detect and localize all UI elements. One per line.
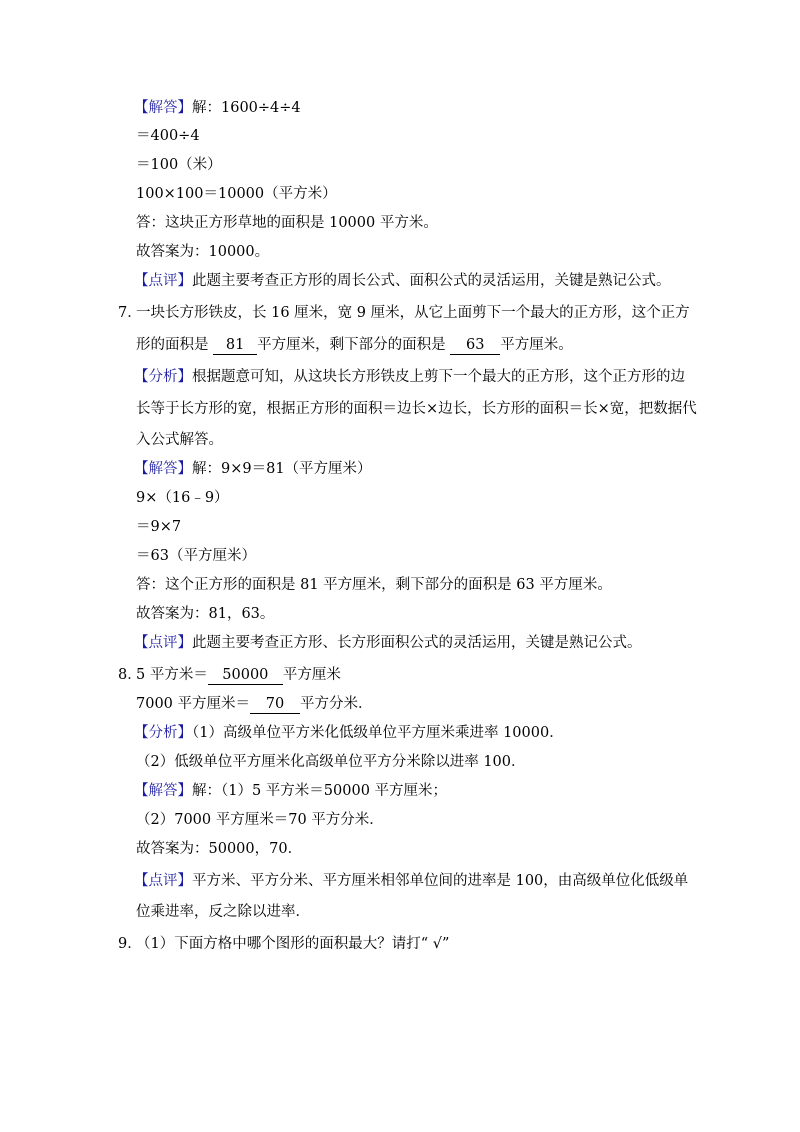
q9-number: 9． [118,936,142,952]
review-tag: 【点评】 [134,635,192,651]
q8-answer-line-2: （2）7000 平方厘米＝70 平方分米． [136,812,384,828]
q8-blank-1: 50000 [208,666,283,685]
q8-analysis-line-2: （2）低级单位平方厘米化高级单位平方分米除以进率 100． [136,754,526,770]
q6-answer-line-4: 100×100＝10000（平方米） [136,186,337,202]
q7-stem-line-2: 形的面积是 81 平方厘米，剩下部分的面积是 63 平方厘米。 [136,337,573,353]
q6-review: 【点评】此题主要考查正方形的周长公式、面积公式的灵活运用，关键是熟记公式。 [134,273,671,289]
q8-analysis-line-1: 【分析】（1）高级单位平方米化低级单位平方厘米乘进率 10000． [134,725,564,741]
q7-stem-line-1: 一块长方形铁皮，长 16 厘米，宽 9 厘米，从它上面剪下一个最大的正方形，这个正方 [136,305,690,321]
q8-blank-2: 70 [250,695,300,714]
q7-answer-line-2: 9×（16﹣9） [136,490,229,506]
q8-review-line-2: 位乘进率，反之除以进率． [136,904,310,920]
q6-final-answer: 故答案为：10000。 [136,244,270,260]
review-tag: 【点评】 [134,273,192,289]
q7-review: 【点评】此题主要考查正方形、长方形面积公式的灵活运用，关键是熟记公式。 [134,635,642,651]
review-tag: 【点评】 [134,873,192,889]
q7-answer-line-4: ＝63（平方厘米） [136,548,256,564]
q7-analysis-line-1: 【分析】根据题意可知，从这块长方形铁皮上剪下一个最大的正方形，这个正方形的边 [134,369,685,385]
q7-analysis-line-3: 入公式解答。 [136,432,223,448]
analysis-tag: 【分析】 [134,369,192,385]
answer-tag: 【解答】 [134,100,192,116]
q6-answer-line-1: 【解答】解：1600÷4÷4 [134,100,301,116]
q8-stem-line-2: 7000 平方厘米＝ 70 平方分米． [136,696,373,712]
q8-final-answer: 故答案为：50000，70． [136,841,303,857]
q6-answer-statement: 答：这块正方形草地的面积是 10000 平方米。 [136,215,438,231]
answer-tag: 【解答】 [134,783,192,799]
q8-number: 8． [118,667,142,683]
q9-stem: （1）下面方格中哪个图形的面积最大？请打“ √” [136,936,450,952]
q7-answer-line-3: ＝9×7 [136,519,182,535]
q7-analysis-line-2: 长等于长方形的宽，根据正方形的面积＝边长×边长，长方形的面积＝长×宽，把数据代 [136,401,697,417]
q6-answer-line-3: ＝100（米） [136,157,222,173]
q7-number: 7． [118,305,142,321]
q7-blank-1: 81 [213,336,257,355]
q8-review-line-1: 【点评】平方米、平方分米、平方厘米相邻单位间的进率是 100，由高级单位化低级单 [134,873,689,889]
q6-answer-line-2: ＝400÷4 [136,128,200,144]
answer-tag: 【解答】 [134,461,192,477]
q7-blank-2: 63 [450,336,500,355]
q7-answer-line-1: 【解答】解：9×9＝81（平方厘米） [134,461,372,477]
analysis-tag: 【分析】 [134,725,192,741]
q8-answer-line-1: 【解答】解：（1）5 平方米＝50000 平方厘米； [134,783,448,799]
q8-stem-line-1: 5 平方米＝ 50000 平方厘米 [136,667,341,683]
q7-final-answer: 故答案为：81，63。 [136,606,275,622]
q7-answer-statement: 答：这个正方形的面积是 81 平方厘米，剩下部分的面积是 63 平方厘米。 [136,577,612,593]
